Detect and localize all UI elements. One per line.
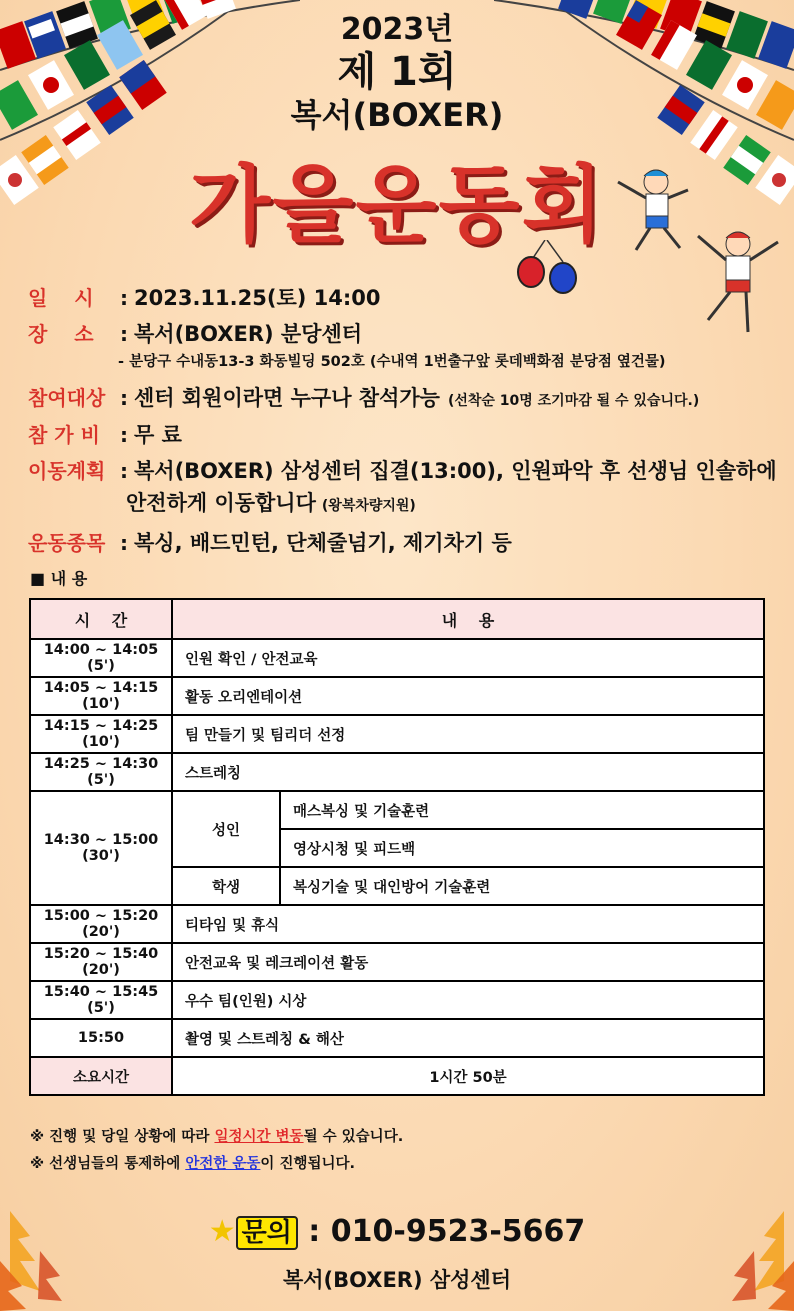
info-place-value: 복서(BOXER) 분당센터 — [134, 322, 363, 346]
row-content: 활동 오리엔테이션 — [172, 677, 764, 715]
note-text: 이 진행됩니다. — [260, 1156, 356, 1172]
group-student: 학생 — [172, 867, 280, 905]
table-row — [30, 677, 764, 715]
table-row — [30, 943, 764, 981]
info-target-row: 참여대상 : 센터 회원이라면 누구나 참석가능 (선착순 10명 조기마감 될 수 있습니다.) — [28, 382, 699, 412]
footer-org: 복서(BOXER) 삼성센터 — [282, 1268, 512, 1292]
header-time: 시 간 — [30, 599, 172, 639]
title-edition: 제 1회 — [337, 49, 457, 95]
row-content: 티타임 및 휴식 — [172, 905, 764, 943]
info-sports-row: 운동종목 : 복싱, 배드민턴, 단체줄넘기, 제기차기 등 — [28, 527, 512, 557]
info-date-row: 일 시 : 2023.11.25(토) 14:00 — [28, 282, 381, 312]
title-year: 2023년 — [340, 12, 454, 47]
row-content: 안전교육 및 레크레이션 활동 — [172, 943, 764, 981]
row-time: 14:05 ~ 14:15 (10') — [30, 677, 172, 715]
row-content: 촬영 및 스트레칭 & 해산 — [172, 1019, 764, 1057]
contact-label: 문의 — [236, 1216, 298, 1250]
contact-phone[interactable]: 010-9523-5667 — [330, 1214, 586, 1249]
row-content: 매스복싱 및 기술훈련 — [280, 791, 764, 829]
star-icon: ★ — [208, 1214, 236, 1249]
info-sports-label: 운동종목 — [28, 531, 106, 555]
info-place-address: - 분당구 수내동13-3 화동빌딩 502호 (수내역 1번출구앞 롯데백화점 분당점 옆건물) — [118, 354, 666, 370]
info-target-note: (선착순 10명 조기마감 될 수 있습니다.) — [447, 393, 700, 409]
title-main: 가을운동회 — [189, 156, 605, 254]
children-jumping-icon — [608, 160, 788, 340]
note-highlight-red: 일정시간 변동 — [214, 1129, 304, 1145]
table-row — [30, 905, 764, 943]
table-row — [30, 1019, 764, 1057]
row-time: 15:00 ~ 15:20 (20') — [30, 905, 172, 943]
schedule-table — [29, 598, 765, 1096]
info-place-label: 장 소 — [28, 322, 94, 346]
info-move-row: 이동계획 : 복서(BOXER) 삼성센터 집결(13:00), 인원파악 후 선생님 인솔하에 — [28, 455, 777, 485]
table-summary-row — [30, 1057, 764, 1095]
section-title: ■ 내 용 — [30, 569, 88, 588]
contact-separator: : — [297, 1214, 331, 1249]
group-adult: 성인 — [172, 791, 280, 867]
row-time: 14:25 ~ 14:30 (5') — [30, 753, 172, 791]
table-row — [30, 639, 764, 677]
info-fee-row: 참 가 비 : 무 료 — [28, 419, 182, 449]
boxing-gloves-icon — [515, 240, 585, 300]
table-row-split — [30, 791, 764, 829]
info-fee-label: 참 가 비 — [28, 423, 100, 447]
info-date-label: 일 시 — [28, 286, 94, 310]
row-content: 영상시청 및 피드백 — [280, 829, 764, 867]
note-text: ※ 진행 및 당일 상황에 따라 — [30, 1129, 215, 1145]
info-move-row2 — [126, 487, 416, 517]
row-time: 14:30 ~ 15:00 (30') — [30, 791, 172, 905]
info-fee-value: 무 료 — [134, 423, 182, 447]
table-header-row — [30, 599, 764, 639]
row-content: 인원 확인 / 안전교육 — [172, 639, 764, 677]
contact-line — [0, 1212, 794, 1249]
row-content: 팀 만들기 및 팀리더 선정 — [172, 715, 764, 753]
row-time: 14:00 ~ 14:05 (5') — [30, 639, 172, 677]
note-highlight-blue: 안전한 운동 — [185, 1156, 261, 1172]
title-org: 복서(BOXER) — [290, 96, 504, 134]
note-schedule-change — [30, 1125, 403, 1146]
info-move-label: 이동계획 — [28, 459, 106, 483]
note-text: ※ 선생님들의 통제하에 — [30, 1156, 186, 1172]
info-move-value2: 안전하게 이동합니다 — [126, 491, 316, 515]
summary-value: 1시간 50분 — [172, 1057, 764, 1095]
table-row — [30, 981, 764, 1019]
info-sports-value: 복싱, 배드민턴, 단체줄넘기, 제기차기 등 — [134, 531, 512, 555]
table-row — [30, 753, 764, 791]
row-time: 15:20 ~ 15:40 (20') — [30, 943, 172, 981]
info-move-note: (왕복차량지원) — [321, 498, 416, 514]
row-time: 15:40 ~ 15:45 (5') — [30, 981, 172, 1019]
info-date-value: 2023.11.25(토) 14:00 — [134, 286, 381, 310]
row-time: 14:15 ~ 14:25 (10') — [30, 715, 172, 753]
row-time: 15:50 — [30, 1019, 172, 1057]
note-safety — [30, 1152, 355, 1173]
row-content: 우수 팀(인원) 시상 — [172, 981, 764, 1019]
info-target-label: 참여대상 — [28, 386, 106, 410]
summary-label: 소요시간 — [30, 1057, 172, 1095]
info-move-value: 복서(BOXER) 삼성센터 집결(13:00), 인원파악 후 선생님 인솔하에 — [134, 459, 777, 483]
row-content: 복싱기술 및 대인방어 기술훈련 — [280, 867, 764, 905]
info-place-row: 장 소 : 복서(BOXER) 분당센터 — [28, 318, 362, 348]
row-content: 스트레칭 — [172, 753, 764, 791]
header-content: 내 용 — [172, 599, 764, 639]
table-row — [30, 715, 764, 753]
note-text: 될 수 있습니다. — [303, 1129, 404, 1145]
info-target-value: 센터 회원이라면 누구나 참석가능 — [134, 386, 440, 410]
